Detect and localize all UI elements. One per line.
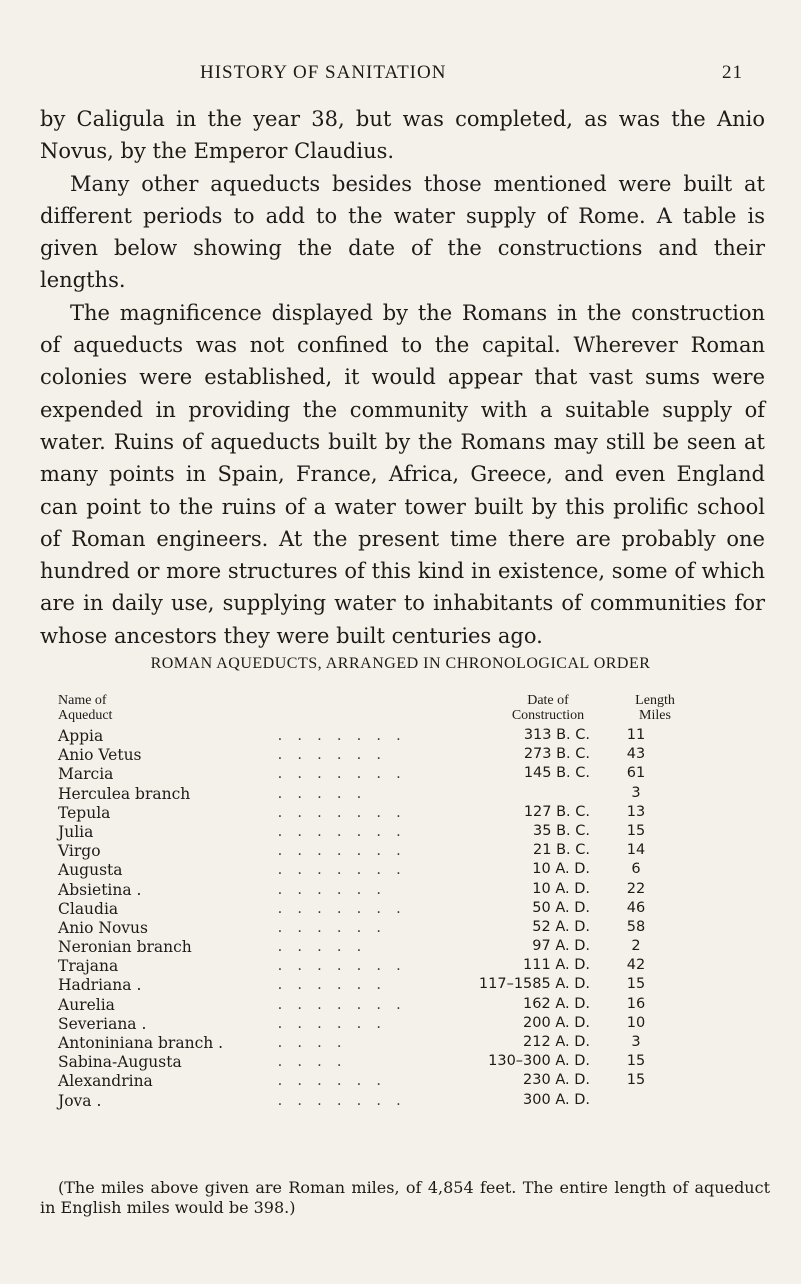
construction-date: 145 B. C. bbox=[520, 765, 590, 781]
length-miles: 15 bbox=[626, 976, 646, 993]
dot-leaders: . . . . . . . bbox=[278, 899, 407, 917]
length-miles: 13 bbox=[626, 803, 646, 820]
table-row bbox=[58, 938, 718, 957]
table-row bbox=[58, 1015, 718, 1034]
table-row bbox=[58, 746, 718, 765]
construction-date: 10 A. D. bbox=[528, 881, 590, 897]
dot-leaders: . . . . . . bbox=[278, 880, 387, 898]
table-row bbox=[58, 842, 718, 861]
dot-leaders: . . . . . . . bbox=[278, 957, 407, 975]
length-miles: 42 bbox=[626, 957, 646, 974]
construction-date: 35 B. C. bbox=[529, 823, 590, 839]
construction-date: 127 B. C. bbox=[520, 804, 590, 820]
dot-leaders: . . . . . . . bbox=[278, 842, 407, 860]
table-row bbox=[58, 804, 718, 823]
dot-leaders: . . . . . . . bbox=[278, 861, 407, 879]
length-miles: 46 bbox=[626, 899, 646, 916]
dot-leaders: . . . . . . bbox=[278, 746, 387, 764]
dot-leaders: . . . . . bbox=[278, 938, 367, 956]
dot-leaders: . . . . . . . bbox=[278, 1091, 407, 1109]
aqueduct-name: Absietina . bbox=[58, 880, 142, 899]
table-row bbox=[58, 1092, 718, 1111]
length-miles: 3 bbox=[631, 784, 641, 801]
table-row bbox=[58, 1072, 718, 1091]
table-row bbox=[58, 996, 718, 1015]
length-miles: 61 bbox=[626, 765, 646, 782]
aqueduct-name: Severiana . bbox=[58, 1014, 147, 1033]
construction-date: 200 A. D. bbox=[519, 1015, 590, 1031]
column-header-name bbox=[58, 693, 112, 723]
dot-leaders: . . . . . bbox=[278, 784, 367, 802]
construction-date: 162 A. D. bbox=[519, 996, 590, 1012]
length-miles: 16 bbox=[626, 995, 646, 1012]
aqueduct-name: Jova . bbox=[58, 1091, 102, 1110]
page-number: 21 bbox=[722, 62, 743, 83]
aqueduct-name: Claudia bbox=[58, 899, 119, 918]
length-miles: 14 bbox=[626, 842, 646, 859]
construction-date: 230 A. D. bbox=[519, 1072, 590, 1088]
column-header-line: Aqueduct bbox=[58, 708, 113, 723]
construction-date: 111 A. D. bbox=[519, 957, 590, 973]
length-miles: 15 bbox=[626, 1053, 646, 1070]
aqueduct-name: Neronian branch bbox=[58, 938, 192, 957]
table-row bbox=[58, 727, 718, 746]
dot-leaders: . . . . bbox=[278, 1034, 348, 1051]
column-header-line: Length bbox=[635, 693, 675, 708]
running-header bbox=[0, 62, 801, 86]
construction-date: 313 B. C. bbox=[520, 727, 590, 743]
construction-date: 97 A. D. bbox=[528, 938, 590, 954]
dot-leaders: . . . . . . . bbox=[278, 765, 407, 783]
length-miles: 15 bbox=[626, 822, 646, 839]
table-row bbox=[58, 765, 718, 784]
aqueduct-name: Virgo bbox=[58, 842, 101, 861]
aqueduct-name: Tepula bbox=[58, 803, 111, 822]
paragraph: The magnificence displayed by the Romans in the construction of aqueducts was not confined to the capital. Wherever Roman colonies were established, it would appear that vast sums were expended in providing the community with a suitable supply of water. Ruins of aqueducts built by the Romans may still be seen at many points in Spain, France, Africa, Greece, and even England can point to the ruins of a water tower built by this prolific school of Roman engineers. At the present time there are probably one hundred or more structures of this kind in existence, some of which are in daily use, supplying water to inhabitants of communities for whose ancestors they were built centuries ago. bbox=[40, 300, 765, 648]
construction-date: 10 A. D. bbox=[528, 861, 590, 877]
aqueduct-table bbox=[58, 727, 718, 1111]
dot-leaders: . . . . . . . bbox=[278, 995, 407, 1013]
length-miles: 10 bbox=[626, 1014, 646, 1031]
table-row bbox=[58, 919, 718, 938]
aqueduct-name: Herculea branch bbox=[58, 784, 191, 803]
construction-date: 300 A. D. bbox=[519, 1092, 590, 1108]
column-header-date bbox=[473, 693, 623, 723]
aqueduct-name: Aurelia bbox=[58, 995, 115, 1014]
body-text bbox=[40, 103, 765, 652]
table-row bbox=[58, 861, 718, 880]
construction-date: 50 A. D. bbox=[528, 900, 590, 916]
column-header-line: Construction bbox=[511, 708, 585, 723]
aqueduct-name: Marcia bbox=[58, 765, 114, 784]
column-header-line: Miles bbox=[639, 708, 671, 723]
aqueduct-name: Antoniniana branch . bbox=[58, 1034, 224, 1052]
construction-date: 273 B. C. bbox=[520, 746, 590, 762]
dot-leaders: . . . . . . . bbox=[278, 803, 407, 821]
aqueduct-name: Appia bbox=[58, 727, 104, 745]
table-row bbox=[58, 900, 718, 919]
aqueduct-name: Anio Novus bbox=[58, 918, 148, 937]
length-miles: 43 bbox=[626, 746, 646, 763]
table-title: ROMAN AQUEDUCTS, ARRANGED IN CHRONOLOGICAL ORDER bbox=[150, 655, 651, 672]
dot-leaders: . . . . . . . bbox=[278, 822, 407, 840]
length-miles: 22 bbox=[626, 880, 646, 897]
table-row bbox=[58, 957, 718, 976]
dot-leaders: . . . . . . . bbox=[278, 727, 407, 744]
aqueduct-name: Hadriana . bbox=[58, 976, 142, 995]
table-row bbox=[58, 823, 718, 842]
column-header-line: Name of bbox=[58, 693, 107, 708]
column-header-line: Date of bbox=[527, 693, 569, 708]
length-miles: 3 bbox=[631, 1034, 641, 1050]
construction-date: 117–1585 A. D. bbox=[475, 976, 590, 992]
dot-leaders: . . . . bbox=[278, 1053, 348, 1071]
construction-date: 21 B. C. bbox=[529, 842, 590, 858]
construction-date: 212 A. D. bbox=[519, 1034, 590, 1050]
table-row bbox=[58, 1053, 718, 1072]
dot-leaders: . . . . . . bbox=[278, 1014, 387, 1032]
dot-leaders: . . . . . . bbox=[278, 918, 387, 936]
construction-date: 52 A. D. bbox=[528, 919, 590, 935]
table-footnote: (The miles above given are Roman miles, of 4,854 feet. The entire length of aqueduct in English miles would be 398.) bbox=[40, 1178, 770, 1217]
table-row bbox=[58, 1034, 718, 1053]
table-row bbox=[58, 976, 718, 995]
table-row bbox=[58, 881, 718, 900]
dot-leaders: . . . . . . bbox=[278, 1072, 387, 1090]
table-row bbox=[58, 785, 718, 804]
column-header-length bbox=[620, 693, 690, 723]
aqueduct-name: Sabina-Augusta bbox=[58, 1053, 182, 1072]
length-miles: 2 bbox=[631, 938, 641, 955]
length-miles: 6 bbox=[631, 861, 641, 878]
aqueduct-name: Anio Vetus bbox=[58, 746, 142, 765]
running-title: HISTORY OF SANITATION bbox=[200, 62, 447, 83]
length-miles: 11 bbox=[626, 727, 646, 743]
length-miles: 15 bbox=[626, 1072, 646, 1089]
construction-date: 130–300 A. D. bbox=[484, 1053, 590, 1069]
aqueduct-name: Julia bbox=[58, 822, 94, 841]
aqueduct-name: Alexandrina bbox=[58, 1072, 153, 1091]
paragraph-continued: by Caligula in the year 38, but was completed, as was the Anio Novus, by the Emperor Claudius. bbox=[40, 107, 765, 164]
paragraph: Many other aqueducts besides those mentioned were built at different periods to add to the water supply of Rome. A table is given below showing the date of the constructions and their lengths. bbox=[40, 171, 765, 293]
aqueduct-name: Augusta bbox=[58, 861, 123, 880]
length-miles: 58 bbox=[626, 918, 646, 935]
dot-leaders: . . . . . . bbox=[278, 976, 387, 994]
aqueduct-name: Trajana bbox=[58, 957, 119, 976]
